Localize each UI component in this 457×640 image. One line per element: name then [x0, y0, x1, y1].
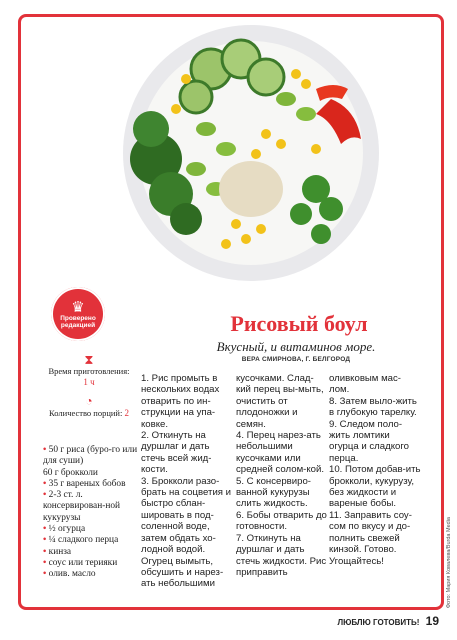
verified-badge [51, 287, 105, 341]
step-text: 5. С консервиро-ванной кукурузы слить жидкость. [236, 475, 311, 510]
recipe-info [39, 353, 139, 419]
step-text: 6. Бобы отварить до готовности. [236, 509, 327, 533]
portions-icon: ◔ [85, 393, 93, 408]
step-text: 3. Брокколи разо-брать на соцветия и быстро сблан-шировать в под-соленной воде, затем обдать хо-лодной водой. Огурец вымыть, обсушить и нарез-ать небольшими [141, 475, 232, 590]
photo-credit: Фото: Мария Ковалева/Burda Media [446, 517, 452, 609]
list-item: 60 г брокколи [43, 467, 98, 478]
magazine-name: ЛЮБЛЮ ГОТОВИТЬ! [337, 618, 420, 627]
list-item: • соус или терияки [43, 557, 118, 568]
step-text: 4. Перец нарез-ать небольшими кусочками или средней солом-кой. [236, 430, 325, 476]
time-value: 1 ч [83, 376, 95, 387]
badge-line1: Проверено [60, 314, 96, 322]
step-text: 11. Заправить соу-сом по вкусу и до-полнить свежей кинзой. Готово. Угощайтесь! [329, 509, 412, 567]
portions-value: 2 [124, 407, 129, 418]
recipe-subtitle: Вкусный, и витаминов море. [216, 339, 376, 354]
step-text: 8. Затем выло-жить в глубокую тарелку. [329, 395, 417, 419]
steps-column-1 [141, 373, 233, 590]
steps-column-2 [236, 373, 328, 578]
list-item: • кинза [43, 546, 72, 557]
list-item: • 35 г вареных бобов [43, 478, 126, 489]
recipe-author: ВЕРА СМИРНОВА, Г. БЕЛГОРОД [241, 356, 351, 363]
badge-line2: редакцией [60, 321, 96, 329]
step-text: 9. Следом поло-жить ломтики огурца и сладкого перца. [329, 418, 409, 464]
rice-bowl-image [116, 19, 386, 287]
step-text: кусочками. Слад-кий перец вы-мыть, очистить от плодоножки и семян. [236, 373, 324, 430]
chef-hat-icon: ♛ [71, 298, 85, 316]
hourglass-icon: ⧗ [84, 352, 94, 367]
list-item: • 2-3 ст. л. консервирован-ной кукурузы [43, 490, 121, 523]
list-item: • олив. масло [43, 569, 96, 580]
page-footer [338, 614, 439, 628]
step-text: оливковым мас-лом. [329, 373, 401, 396]
list-item: • 50 г риса (буро-го или для суши) [43, 445, 138, 467]
portions-label: Количество порций: 2 [49, 407, 129, 418]
page-number: 19 [425, 614, 439, 628]
step-text: 7. Откинуть на дуршлаг и дать стечь жидкости. Рис приправить [236, 532, 327, 578]
step-text: 2. Откинуть на дуршлаг и дать стечь всей жид-кости. [141, 430, 212, 476]
step-text: 1. Рис промыть в нескольких водах отварить по ин-струкции на упа-ковке. [141, 373, 220, 430]
steps-column-3 [329, 373, 421, 567]
step-text: 10. Потом добав-ить брокколи, кукурузу, без жидкости и вареные бобы. [329, 464, 421, 510]
ingredient-list [43, 445, 143, 581]
time-label: Время приготовления: [48, 366, 130, 376]
recipe-title: Рисовый боул [230, 311, 368, 336]
list-item: • ½ огурца [43, 524, 86, 535]
recipe-card [18, 14, 452, 610]
list-item: • ¼ сладкого перца [43, 535, 119, 546]
